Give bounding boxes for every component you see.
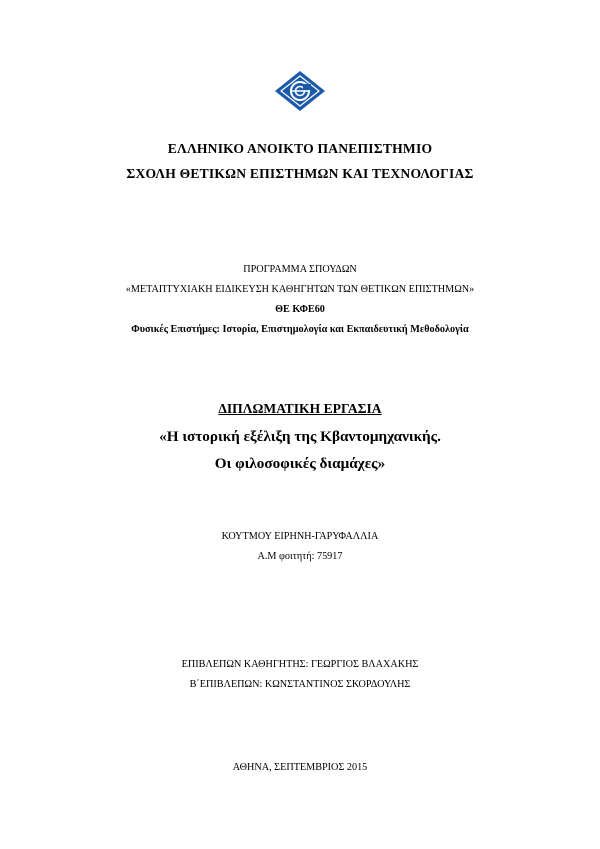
program-subtitle: Φυσικές Επιστήμες: Ιστορία, Επιστημολογία και Εκπαιδευτική Μεθοδολογία xyxy=(131,324,469,335)
university-name: ΕΛΛΗΝΙΚΟ ΑΝΟΙΚΤΟ ΠΑΝΕΠΙΣΤΗΜΙΟ xyxy=(167,141,433,156)
student-id: Α.Μ φοιτητή: 75917 xyxy=(257,551,343,562)
thesis-label: ΔΙΠΛΩΜΑΤΙΚΗ ΕΡΓΑΣΙΑ xyxy=(218,401,382,416)
program-label: ΠΡΟΓΡΑΜΜΑ ΣΠΟΥΔΩΝ xyxy=(243,264,357,275)
supervisor-main: ΕΠΙΒΛΕΠΩΝ ΚΑΘΗΓΗΤΗΣ: ΓΕΩΡΓΙΟΣ ΒΛΑΧΑΚΗΣ xyxy=(181,659,419,670)
thesis-title-line1: «Η ιστορική εξέλιξη της Κβαντομηχανικής. xyxy=(159,428,441,445)
thesis-title-line2: Οι φιλοσοφικές διαμάχες» xyxy=(214,455,386,472)
author-name: ΚΟΥΤΜΟΥ ΕΙΡΗΝΗ-ΓΑΡΥΦΑΛΛΙΑ xyxy=(221,531,379,542)
place-date: ΑΘΗΝΑ, ΣΕΠΤΕΜΒΡΙΟΣ 2015 xyxy=(232,762,368,773)
course-code: ΘΕ ΚΦΕ60 xyxy=(275,304,325,315)
school-name: ΣΧΟΛΗ ΘΕΤΙΚΩΝ ΕΠΙΣΤΗΜΩΝ ΚΑΙ ΤΕΧΝΟΛΟΓΙΑΣ xyxy=(126,166,474,181)
program-name: «ΜΕΤΑΠΤΥΧΙΑΚΗ ΕΙΔΙΚΕΥΣΗ ΚΑΘΗΓΗΤΩΝ ΤΩΝ ΘΕΤΙΚΩΝ ΕΠΙΣΤΗΜΩΝ» xyxy=(125,284,475,295)
eap-logo-icon xyxy=(274,70,326,112)
supervisor-second: Β΄ΕΠΙΒΛΕΠΩΝ: ΚΩΝΣΤΑΝΤΙΝΟΣ ΣΚΟΡΔΟΥΛΗΣ xyxy=(189,679,411,690)
